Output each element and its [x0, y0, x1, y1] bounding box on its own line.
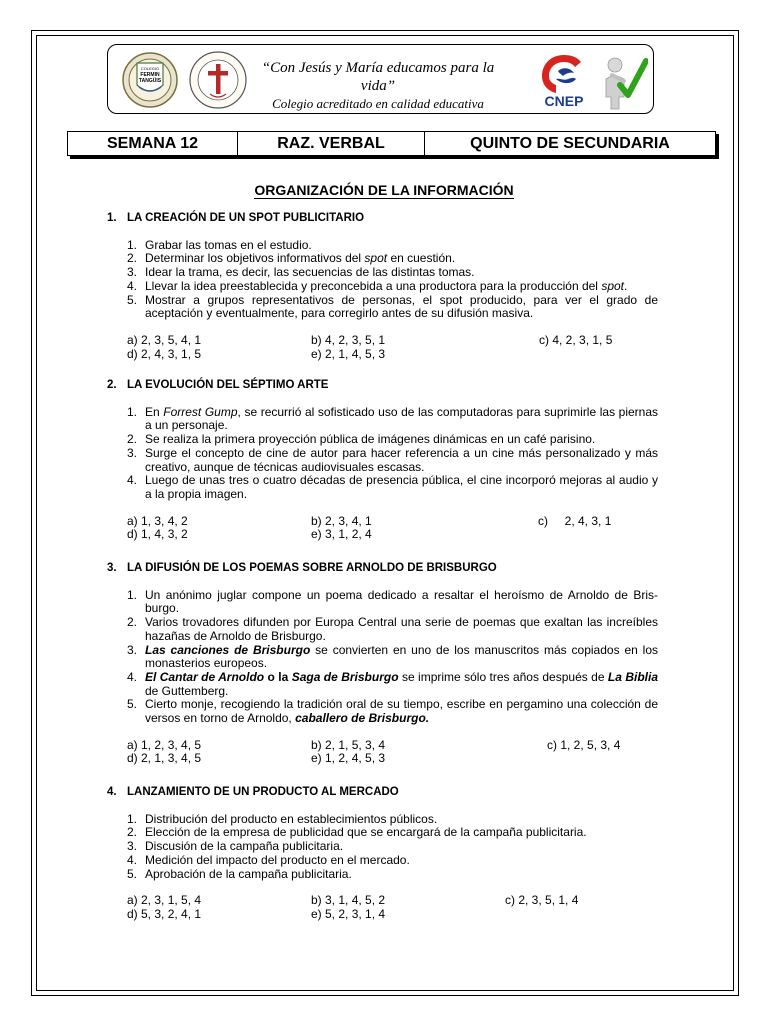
catholic-cross-seal — [188, 50, 248, 110]
exercise-number: 4. — [107, 786, 117, 798]
exercise-title-text: LA EVOLUCIÓN DEL SÉPTIMO ARTE — [127, 379, 329, 391]
sentence-item: 1. Un anónimo juglar compone un poema dedicado a resaltar el heroísmo de Arnoldo de Bris-burgo. — [127, 587, 658, 616]
answer-options — [107, 894, 658, 921]
option-b: b) 3, 1, 4, 5, 2 — [311, 893, 386, 908]
option-b: b) 2, 3, 4, 1 — [311, 513, 372, 528]
option-c: c) 4, 2, 3, 1, 5 — [539, 332, 613, 347]
exercise-title-text: LANZAMIENTO DE UN PRODUCTO AL MERCADO — [127, 786, 399, 798]
sentence-item: 4. El Cantar de Arnoldo o la Saga de Brisburgo se imprime sólo tres años después de La Biblia de Guttemberg. — [127, 669, 659, 698]
sentence-item: 5. Cierto monje, recogiendo la tradición oral de su tiempo, escribe en pergamino una colección de versos en torno de Arnoldo, caballero de Brisburgo. — [127, 697, 658, 726]
sentence-item: 4. Luego de unas tres o cuatro décadas de presencia pública, el cine incorporó mejoras al audio y a la propia imagen. — [127, 473, 658, 501]
option-e: e) 1, 2, 4, 5, 3 — [311, 751, 386, 766]
motto-line-1: “Con Jesús y María educamos para la vida” — [261, 60, 495, 94]
document-title-text: ORGANIZACIÓN DE LA INFORMACIÓN — [254, 182, 514, 198]
sentence-item: 1. Grabar las tomas en el estudio. — [127, 237, 312, 252]
sentence-item: 3. Idear la trama, es decir, las secuencias de las distintas tomas. — [127, 265, 475, 280]
option-a: a) 1, 2, 3, 4, 5 — [127, 737, 202, 752]
exercise-title-text: LA CREACIÓN DE UN SPOT PUBLICITARIO — [127, 212, 365, 224]
sentence-list — [107, 589, 658, 726]
option-a: a) 2, 3, 5, 4, 1 — [127, 332, 202, 347]
option-d: d) 2, 1, 3, 4, 5 — [127, 751, 202, 766]
exercise-title — [107, 212, 658, 226]
option-c: c) 2, 3, 5, 1, 4 — [505, 893, 579, 908]
school-motto — [258, 59, 498, 112]
exercise-title — [107, 786, 658, 800]
sentence-item: 5. Aprobación de la campaña publicitaria. — [127, 866, 352, 881]
cnep-logo-text: CNEP — [544, 93, 584, 109]
motto-line-2: Colegio acreditado en calidad educativa — [272, 96, 484, 111]
sentence-item: 3. Surge el concepto de cine de autor para hacer referencia a un cine más personalizado y más creativo, aunque de técnicas audiovisuales escasas. — [127, 445, 658, 474]
sentence-list — [107, 813, 658, 882]
sentence-item: 3. Discusión de la campaña publicitaria. — [127, 839, 344, 854]
crest-text-colegio: COLEGIO — [140, 66, 160, 71]
school-header — [107, 44, 654, 114]
crest-text-tanguis: TANGÜIS — [138, 78, 162, 84]
exercise-title-text: LA DIFUSIÓN DE LOS POEMAS SOBRE ARNOLDO DE BRISBURGO — [127, 562, 497, 574]
answer-options — [107, 334, 658, 361]
option-a: a) 1, 3, 4, 2 — [127, 513, 188, 528]
exercise-1 — [107, 212, 658, 361]
document-title — [0, 181, 768, 199]
subject-label: RAZ. VERBAL — [238, 132, 425, 155]
exercise-title — [107, 379, 658, 393]
exercise-number: 2. — [107, 379, 117, 391]
exercise-4 — [107, 786, 658, 922]
option-b: b) 4, 2, 3, 5, 1 — [311, 332, 386, 347]
option-d: d) 1, 4, 3, 2 — [127, 527, 188, 542]
sentence-list — [107, 406, 658, 502]
sentence-item: 2. Se realiza la primera proyección pública de imágenes dinámicas en un café parisino. — [127, 432, 596, 447]
week-label: SEMANA 12 — [68, 132, 238, 155]
sentence-item: 1. En Forrest Gump, se recurrió al sofisticado uso de las computadoras para suprimirle las piernas a un personaje. — [127, 404, 659, 433]
cnep-logo — [536, 51, 592, 109]
exercise-number: 3. — [107, 562, 117, 574]
school-crest-logo — [121, 51, 179, 109]
title-bar — [67, 131, 716, 156]
exercise-2 — [107, 379, 658, 542]
exercise-3 — [107, 562, 658, 766]
answer-options — [107, 515, 658, 542]
grade-label: QUINTO DE SECUNDARIA — [470, 135, 670, 152]
option-c: c) 1, 2, 5, 3, 4 — [547, 737, 621, 752]
option-e: e) 3, 1, 2, 4 — [311, 527, 372, 542]
option-d: d) 2, 4, 3, 1, 5 — [127, 346, 202, 361]
option-e: e) 5, 2, 3, 1, 4 — [311, 906, 386, 921]
option-c: c) 2, 4, 3, 1 — [538, 513, 612, 528]
exercise-title — [107, 562, 658, 576]
option-d: d) 5, 3, 2, 4, 1 — [127, 906, 202, 921]
sentence-item: 4. Llevar la idea preestablecida y preconcebida a una productora para la producción del spot. — [127, 278, 628, 293]
sentence-item: 1. Distribución del producto en establecimientos públicos. — [127, 811, 438, 826]
option-a: a) 2, 3, 1, 5, 4 — [127, 893, 202, 908]
sentence-item: 3. Las canciones de Brisburgo se convierten en uno de los manuscritos más copiados en los monasterios europeos. — [127, 642, 658, 671]
option-e: e) 2, 1, 4, 5, 3 — [311, 346, 386, 361]
sentence-item: 2. Varios trovadores difunden por Europa Central una serie de poemas que exaltan las increíbles hazañas de Arnoldo de Brisburgo. — [127, 615, 658, 643]
crest-text-fermin: FERMIN — [140, 72, 160, 78]
sentence-item: 2. Determinar los objetivos informativos del spot en cuestión. — [127, 251, 456, 266]
sentence-item: 2. Elección de la empresa de publicidad que se encargará de la campaña publicitaria. — [127, 825, 587, 840]
exercise-number: 1. — [107, 212, 117, 224]
answer-options — [107, 739, 658, 766]
check-person-icon — [598, 49, 648, 111]
option-b: b) 2, 1, 5, 3, 4 — [311, 737, 386, 752]
sentence-item: 4. Medición del impacto del producto en el mercado. — [127, 852, 410, 867]
sentence-list — [107, 239, 658, 321]
sentence-item: 5. Mostrar a grupos representativos de personas, el spot producido, para ver el grado de aceptación y eventualmente, para corregirlo antes de su difusión masiva. — [127, 292, 658, 321]
